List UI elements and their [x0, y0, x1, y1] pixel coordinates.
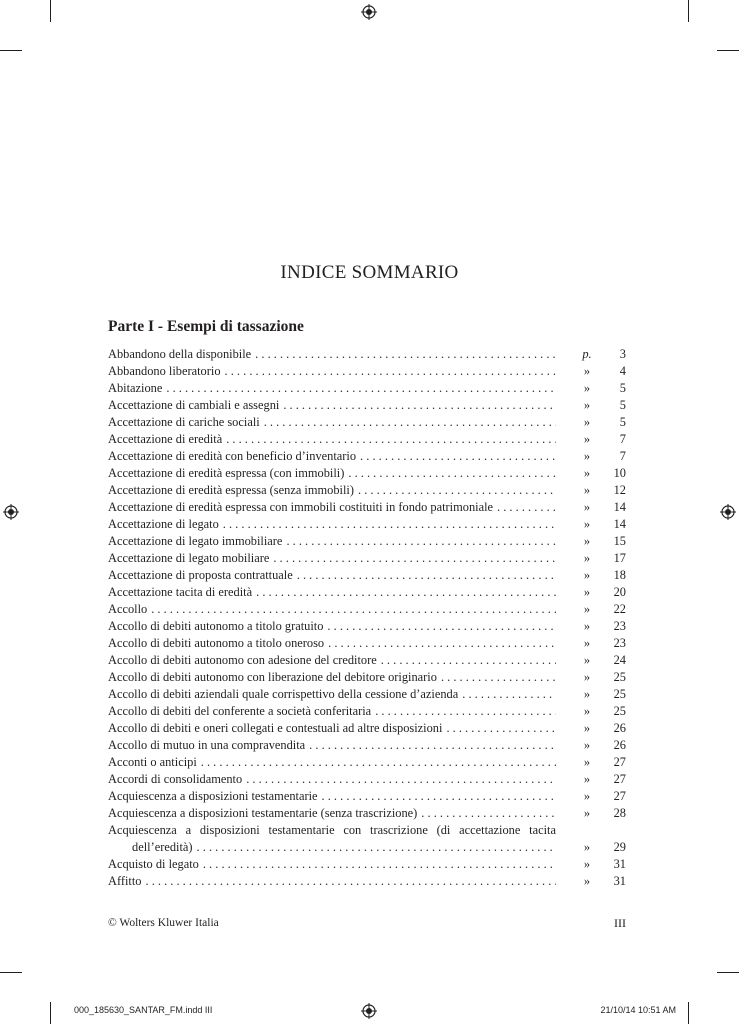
toc-entry-label [108, 856, 556, 873]
toc-entry-label [108, 601, 556, 618]
toc-page-number: 29 [613, 840, 626, 854]
toc-entry-label [108, 635, 556, 652]
toc-entry [108, 346, 626, 363]
toc-page-number: 26 [613, 738, 626, 752]
toc-entry [108, 703, 626, 720]
toc-entry [108, 805, 626, 822]
dot-leader [223, 516, 556, 533]
toc-entry [108, 737, 626, 754]
toc-entry-label-text: Accettazione di eredità espressa (senza immobili) [108, 483, 354, 497]
ditto-mark: » [583, 364, 591, 378]
ditto-mark: » [583, 874, 591, 888]
toc-entry [108, 856, 626, 873]
toc-entry-label [108, 465, 556, 482]
toc-entry [108, 822, 626, 856]
ditto-mark: » [583, 670, 591, 684]
dot-leader [421, 805, 556, 822]
toc-entry-label [108, 669, 556, 686]
toc-page-number: 23 [613, 636, 626, 650]
registration-mark-icon [3, 504, 19, 520]
toc-page-number: 24 [613, 653, 626, 667]
toc-entry [108, 873, 626, 890]
crop-mark [688, 1002, 689, 1024]
dot-leader [255, 346, 556, 363]
toc-page-number: 31 [613, 874, 626, 888]
toc-page-number: 7 [619, 449, 626, 463]
toc-entry-label-text: Accollo di debiti autonomo a titolo gratuito [108, 619, 324, 633]
toc-page-number: 18 [613, 568, 626, 582]
toc-entry-label [108, 754, 556, 771]
toc-entry-label-text: Accollo di mutuo in una compravendita [108, 738, 306, 752]
toc-page-number: 23 [613, 619, 626, 633]
table-of-contents [108, 346, 626, 890]
toc-entry-label-text: Accettazione di eredità [108, 432, 223, 446]
toc-entry-label-text: Accettazione di eredità con beneficio d’inventario [108, 449, 357, 463]
toc-page-number: 3 [619, 347, 626, 361]
toc-entry-label [108, 788, 556, 805]
toc-entry-label-text: Accettazione di legato mobiliare [108, 551, 270, 565]
toc-entry-label [108, 397, 556, 414]
toc-entry-label-text: dell’eredità) [132, 840, 193, 854]
toc-entry-label [108, 737, 556, 754]
dot-leader [264, 414, 556, 431]
toc-entry [108, 584, 626, 601]
toc-entry [108, 465, 626, 482]
toc-entry [108, 618, 626, 635]
crop-mark [717, 972, 739, 973]
ditto-mark: » [583, 415, 591, 429]
dot-leader [256, 584, 556, 601]
toc-page-number: 31 [613, 857, 626, 871]
toc-entry [108, 788, 626, 805]
toc-page-number: 7 [619, 432, 626, 446]
toc-entry-label-text: Acquisto di legato [108, 857, 199, 871]
toc-entry-label [108, 533, 556, 550]
toc-entry-label [108, 431, 556, 448]
crop-mark [688, 0, 689, 22]
toc-entry-label-text: Acquiescenza a disposizioni testamentarie (senza trascrizione) [108, 806, 418, 820]
dot-leader [381, 652, 556, 669]
toc-entry-label [108, 380, 556, 397]
dot-leader [360, 448, 556, 465]
toc-entry [108, 601, 626, 618]
toc-entry-label: Acquiescenza a disposizioni testamentarie con trascrizione (di accettazione tacita [108, 823, 556, 837]
toc-entry-label-text: Accettazione di proposta contrattuale [108, 568, 293, 582]
toc-page-number: 14 [613, 517, 626, 531]
dot-leader [203, 856, 556, 873]
toc-entry-label-text: Accollo di debiti e oneri collegati e contestuali ad altre disposizioni [108, 721, 443, 735]
dot-leader [151, 601, 556, 618]
toc-entry [108, 635, 626, 652]
ditto-mark: » [583, 619, 591, 633]
toc-page-number: 12 [613, 483, 626, 497]
registration-mark-icon [361, 1003, 377, 1019]
page-abbreviation: p. [582, 347, 592, 361]
toc-entry-label-text: Abitazione [108, 381, 163, 395]
toc-page-number: 10 [613, 466, 626, 480]
dot-leader [146, 873, 557, 890]
toc-entry-label [108, 346, 556, 363]
toc-entry-label [108, 363, 556, 380]
toc-entry-label-text: Acquiescenza a disposizioni testamentarie [108, 789, 318, 803]
toc-entry-label [108, 805, 556, 822]
ditto-mark: » [583, 721, 591, 735]
toc-entry-label [108, 703, 556, 720]
toc-page-number: 25 [613, 704, 626, 718]
registration-mark-icon [720, 504, 736, 520]
toc-entry-label-text: Accollo di debiti del conferente a società conferitaria [108, 704, 372, 718]
toc-entry-label-text: Accollo di debiti aziendali quale corrispettivo della cessione d’azienda [108, 687, 459, 701]
toc-page-number: 27 [613, 789, 626, 803]
toc-entry-label-continued [132, 839, 556, 856]
dot-leader [348, 465, 556, 482]
toc-entry [108, 669, 626, 686]
ditto-mark: » [583, 738, 591, 752]
ditto-mark: » [583, 432, 591, 446]
toc-page-number: 5 [619, 381, 626, 395]
toc-page-number: 5 [619, 415, 626, 429]
crop-mark [717, 50, 739, 51]
ditto-mark: » [583, 840, 591, 854]
toc-entry-label-text: Accettazione di eredità espressa (con immobili) [108, 466, 345, 480]
ditto-mark: » [583, 636, 591, 650]
ditto-mark: » [583, 517, 591, 531]
dot-leader [226, 431, 556, 448]
toc-entry [108, 533, 626, 550]
toc-page-number: 4 [619, 364, 626, 378]
toc-page-number: 5 [619, 398, 626, 412]
dot-leader [358, 482, 556, 499]
toc-entry [108, 652, 626, 669]
slug-filename: 000_185630_SANTAR_FM.indd III [74, 1005, 213, 1015]
dot-leader [462, 686, 556, 703]
toc-page-number: 27 [613, 772, 626, 786]
dot-leader [201, 754, 556, 771]
toc-entry-label-text: Accettazione di legato [108, 517, 219, 531]
toc-page-number: 27 [613, 755, 626, 769]
toc-entry [108, 771, 626, 788]
ditto-mark: » [583, 398, 591, 412]
toc-entry-label-text: Accettazione di legato immobiliare [108, 534, 283, 548]
dot-leader [283, 397, 556, 414]
ditto-mark: » [583, 653, 591, 667]
crop-mark [0, 972, 22, 973]
toc-entry [108, 550, 626, 567]
toc-entry-label-text: Accollo di debiti autonomo con adesione del creditore [108, 653, 377, 667]
dot-leader [375, 703, 556, 720]
dot-leader [273, 550, 556, 567]
toc-entry [108, 414, 626, 431]
toc-entry [108, 567, 626, 584]
toc-entry [108, 482, 626, 499]
dot-leader [322, 788, 556, 805]
dot-leader [327, 618, 556, 635]
toc-entry-label [108, 652, 556, 669]
toc-entry-label [108, 499, 556, 516]
toc-entry-label [108, 567, 556, 584]
toc-entry-label [108, 550, 556, 567]
dot-leader [197, 839, 556, 856]
crop-mark [0, 50, 22, 51]
toc-entry [108, 380, 626, 397]
toc-entry-label [108, 584, 556, 601]
dot-leader [441, 669, 556, 686]
toc-entry-label-text: Affitto [108, 874, 142, 888]
toc-entry-label [108, 414, 556, 431]
toc-entry [108, 363, 626, 380]
toc-entry-label [108, 686, 556, 703]
toc-page-number: 26 [613, 721, 626, 735]
ditto-mark: » [583, 500, 591, 514]
toc-entry-label [108, 482, 556, 499]
toc-page-number: 14 [613, 500, 626, 514]
dot-leader [286, 533, 556, 550]
toc-entry [108, 686, 626, 703]
ditto-mark: » [583, 381, 591, 395]
toc-entry-label-text: Acconti o anticipi [108, 755, 197, 769]
ditto-mark: » [583, 687, 591, 701]
dot-leader [446, 720, 556, 737]
ditto-mark: » [583, 789, 591, 803]
toc-entry [108, 431, 626, 448]
toc-entry-label [108, 618, 556, 635]
toc-entry [108, 448, 626, 465]
toc-entry-label-text: Accettazione di cambiali e assegni [108, 398, 280, 412]
dot-leader [328, 635, 556, 652]
registration-mark-icon [361, 4, 377, 20]
toc-entry-label-text: Accettazione di cariche sociali [108, 415, 260, 429]
toc-entry-label [108, 516, 556, 533]
toc-entry-label-text: Abbandono liberatorio [108, 364, 221, 378]
toc-page-number: 28 [613, 806, 626, 820]
page-title: INDICE SOMMARIO [280, 262, 459, 283]
ditto-mark: » [583, 772, 591, 786]
ditto-mark: » [583, 466, 591, 480]
crop-mark [50, 1002, 51, 1024]
toc-page-number: 15 [613, 534, 626, 548]
ditto-mark: » [583, 483, 591, 497]
dot-leader [297, 567, 556, 584]
ditto-mark: » [583, 568, 591, 582]
crop-mark [50, 0, 51, 22]
ditto-mark: » [583, 585, 591, 599]
toc-entry [108, 516, 626, 533]
ditto-mark: » [583, 534, 591, 548]
toc-entry [108, 754, 626, 771]
dot-leader [225, 363, 556, 380]
toc-entry [108, 499, 626, 516]
ditto-mark: » [583, 857, 591, 871]
ditto-mark: » [583, 449, 591, 463]
ditto-mark: » [583, 551, 591, 565]
copyright-notice: © Wolters Kluwer Italia [108, 917, 219, 929]
toc-entry-label-text: Accollo [108, 602, 148, 616]
toc-entry-label-text: Accettazione tacita di eredità [108, 585, 253, 599]
toc-entry-label [108, 448, 556, 465]
toc-entry-label-text: Accordi di consolidamento [108, 772, 243, 786]
toc-page-number: 17 [613, 551, 626, 565]
toc-entry-label [108, 873, 556, 890]
ditto-mark: » [583, 806, 591, 820]
toc-entry-label-text: Abbandono della disponibile [108, 347, 252, 361]
ditto-mark: » [583, 704, 591, 718]
toc-entry-label-text: Accollo di debiti autonomo a titolo oneroso [108, 636, 325, 650]
toc-entry-label-text: Accettazione di eredità espressa con immobili costituiti in fondo patrimoniale [108, 500, 494, 514]
toc-entry [108, 397, 626, 414]
toc-entry-label-text: Accollo di debiti autonomo con liberazione del debitore originario [108, 670, 437, 684]
toc-page-number: 25 [613, 670, 626, 684]
dot-leader [166, 380, 556, 397]
ditto-mark: » [583, 755, 591, 769]
toc-page-number: 22 [613, 602, 626, 616]
ditto-mark: » [583, 602, 591, 616]
toc-entry-label [108, 771, 556, 788]
section-heading: Parte I - Esempi di tassazione [108, 318, 304, 335]
toc-page-number: 25 [613, 687, 626, 701]
page-folio: III [614, 916, 626, 930]
toc-page-number: 20 [613, 585, 626, 599]
slug-datetime: 21/10/14 10:51 AM [600, 1005, 676, 1015]
toc-entry [108, 720, 626, 737]
dot-leader [246, 771, 556, 788]
dot-leader [309, 737, 556, 754]
toc-entry-label [108, 720, 556, 737]
dot-leader [497, 499, 556, 516]
